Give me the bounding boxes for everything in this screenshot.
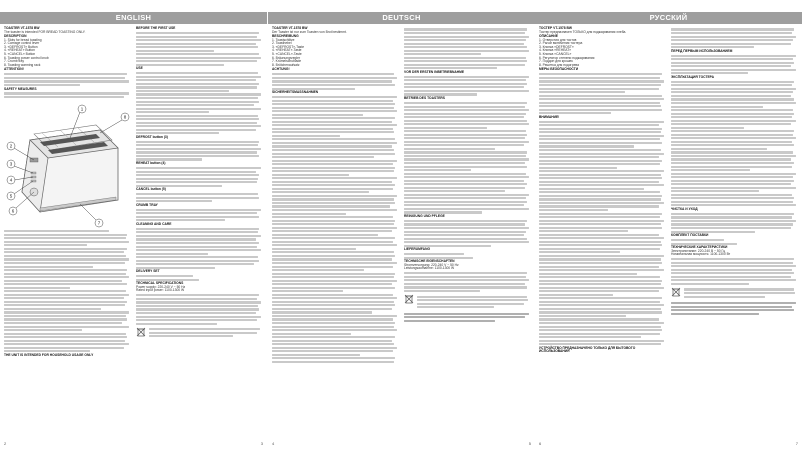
english-page-number: 2 bbox=[4, 441, 7, 446]
english-part: 3. «DEFROST» Button bbox=[4, 44, 38, 49]
english-safety-heading: SAFETY MEASURES bbox=[4, 86, 37, 91]
russian-specs-text bbox=[671, 258, 797, 285]
english-before-use-text bbox=[136, 32, 262, 66]
deutsch-attention-text bbox=[272, 73, 398, 89]
russian-page bbox=[535, 0, 802, 450]
english-reheat-heading: REHEAT button (4) bbox=[136, 161, 166, 166]
russian-spec-line: Электропитание: 220-240 В ~ 50 Гц bbox=[671, 248, 726, 253]
deutsch-part: 5. «CANCEL»-Taste bbox=[272, 52, 302, 57]
russian-attention-text bbox=[539, 121, 665, 346]
english-operation-heading: USE bbox=[136, 66, 143, 71]
deutsch-operation-heading: BETRIEB DES TOASTERS bbox=[404, 95, 445, 100]
russian-part: 8. Решетка для подогрева bbox=[539, 62, 579, 67]
deutsch-delivery-heading: LIEFERUMFANG bbox=[404, 247, 431, 252]
english-header-bar bbox=[0, 12, 267, 24]
english-cleaning-heading: CLEANING AND CARE bbox=[136, 221, 172, 226]
deutsch-cleaning-text bbox=[404, 220, 530, 247]
russian-page-number-right: 7 bbox=[795, 441, 798, 446]
deutsch-header-title: DEUTSCH bbox=[382, 13, 421, 22]
english-model: TOASTER VT-1578 BW bbox=[4, 26, 40, 30]
callout-5: 5 bbox=[9, 193, 13, 199]
english-operation-text bbox=[136, 72, 262, 134]
english-cancel-heading: CANCEL button (5) bbox=[136, 187, 166, 192]
russian-description-heading: ОПИСАНИЕ bbox=[539, 34, 558, 39]
russian-part: 7. Поддон для крошек bbox=[539, 59, 573, 64]
russian-cleaning-heading: ЧИСТКА И УХОД bbox=[671, 206, 698, 211]
english-crumb-tray-text bbox=[136, 209, 262, 222]
deutsch-model: TOASTER VT-1578 BW bbox=[272, 26, 308, 30]
deutsch-part: 1. Toastschlitze bbox=[272, 37, 295, 42]
deutsch-part: 6. Bräunungsregler bbox=[272, 55, 301, 60]
deutsch-safety-heading: SICHERHEITSMASSNAHMEN bbox=[272, 90, 319, 95]
recycle-bin-icon bbox=[404, 294, 414, 304]
english-description-heading: DESCRIPTION bbox=[4, 34, 27, 39]
deutsch-part: 3. «DEFROST»-Taste bbox=[272, 44, 305, 49]
russian-delivery-heading: КОМПЛЕКТ ПОСТАВКИ bbox=[671, 233, 709, 238]
english-defrost-heading: DEFROST button (3) bbox=[136, 134, 168, 139]
callout-6: 6 bbox=[11, 208, 15, 214]
callout-2: 2 bbox=[9, 143, 13, 149]
deutsch-footer-text bbox=[404, 313, 530, 322]
russian-specs-heading: ТЕХНИЧЕСКИЕ ХАРАКТЕРИСТИКИ bbox=[671, 245, 728, 250]
deutsch-before-use-text bbox=[404, 76, 530, 96]
english-part: 1. Slots for bread toasting bbox=[4, 37, 42, 42]
russian-safety-heading: МЕРЫ БЕЗОПАСНОСТИ bbox=[539, 67, 579, 72]
russian-header-title: РУССКИЙ bbox=[649, 13, 688, 22]
russian-part: 2. Рычаг включения тостера bbox=[539, 41, 583, 46]
english-page-number-right: 3 bbox=[260, 441, 263, 446]
english-crumb-tray-heading: CRUMB TRAY bbox=[136, 202, 158, 207]
deutsch-page bbox=[268, 0, 535, 450]
english-part: 5. «CANCEL» Button bbox=[4, 52, 36, 57]
english-before-use-heading: BEFORE THE FIRST USE bbox=[136, 26, 176, 30]
english-delivery-heading: DELIVERY SET bbox=[136, 269, 160, 274]
callout-8: 8 bbox=[123, 114, 127, 120]
deutsch-specs-heading: TECHNISCHE EIGENSCHAFTEN bbox=[404, 259, 455, 264]
english-footer-caps: THE UNIT IS INTENDED FOR HOUSEHOLD USAGE ONLY bbox=[4, 352, 94, 357]
russian-model: ТОСТЕР VT-1578 BW bbox=[539, 26, 572, 30]
english-specs-text bbox=[136, 294, 262, 324]
english-part: 6. Toasting power control knob bbox=[4, 55, 49, 60]
russian-recycling-row bbox=[671, 287, 797, 299]
english-spec-line: Rated input power: 1100-1300 W bbox=[136, 288, 185, 293]
russian-operation-heading: ЭКСПЛУАТАЦИЯ ТОСТЕРА bbox=[671, 74, 714, 79]
russian-page-number: 6 bbox=[539, 441, 542, 446]
russian-footer-text bbox=[671, 302, 797, 315]
deutsch-safety-continued-text bbox=[404, 28, 530, 69]
deutsch-safety-text bbox=[272, 96, 398, 363]
english-header-title: ENGLISH bbox=[115, 13, 152, 22]
russian-subtitle: Тостер предназначен ТОЛЬКО для поджаривания хлеба. bbox=[539, 29, 627, 34]
deutsch-description-heading: BESCHREIBUNG bbox=[272, 34, 299, 39]
callout-1: 1 bbox=[80, 106, 84, 112]
english-subtitle: The toaster is intended FOR BREAD TOASTING ONLY. bbox=[4, 29, 86, 34]
russian-before-use-heading: ПЕРЕД ПЕРВЫМ ИСПОЛЬЗОВАНИЕМ bbox=[671, 48, 733, 53]
english-part: 8. Toasting warming rack bbox=[4, 62, 41, 67]
russian-part: 5. Кнопка «CANCEL» bbox=[539, 52, 572, 57]
russian-part: 6. Регулятор степени поджаривания bbox=[539, 55, 595, 60]
english-specs-heading: TECHNICAL SPECIFICATIONS bbox=[136, 281, 184, 286]
deutsch-attention-heading: ACHTUNG! bbox=[272, 67, 290, 72]
deutsch-page-number: 4 bbox=[272, 441, 275, 446]
deutsch-operation-text bbox=[404, 102, 530, 214]
deutsch-spec-line: Leistungsaufnahme: 1100-1300 W bbox=[404, 266, 455, 271]
english-defrost-text bbox=[136, 141, 262, 161]
english-delivery-text bbox=[136, 275, 262, 281]
deutsch-recycling-row bbox=[404, 294, 530, 310]
russian-spec-line: Номинальная мощность: 1100-1300 Вт bbox=[671, 252, 731, 257]
russian-part: 4. Кнопка «REHEAT» bbox=[539, 48, 572, 53]
recycle-bin-icon bbox=[136, 327, 146, 337]
english-attention-heading: ATTENTION! bbox=[4, 67, 24, 72]
callout-3: 3 bbox=[9, 161, 13, 167]
deutsch-part: 2. Toasthebel bbox=[272, 41, 292, 46]
russian-footer-caps: УСТРОЙСТВО ПРЕДНАЗНАЧЕНО ТОЛЬКО ДЛЯ БЫТОВОГО ИСПОЛЬЗОВАНИЯ bbox=[539, 345, 636, 354]
toaster-figure bbox=[0, 100, 135, 230]
english-cancel-text bbox=[136, 193, 262, 202]
russian-attention-heading: ВНИМАНИЕ! bbox=[539, 114, 560, 119]
russian-cleaning-text bbox=[671, 213, 797, 233]
english-part: 7. Crumb tray bbox=[4, 59, 24, 64]
russian-column-1 bbox=[539, 27, 665, 354]
english-attention-text bbox=[4, 73, 130, 86]
russian-safety-text bbox=[539, 73, 665, 114]
deutsch-specs-text bbox=[404, 272, 530, 292]
callout-7: 7 bbox=[97, 220, 101, 226]
deutsch-header-bar bbox=[268, 12, 535, 24]
english-recycling-row bbox=[136, 327, 262, 339]
deutsch-page-number-right: 5 bbox=[528, 441, 531, 446]
russian-header-bar bbox=[535, 12, 802, 24]
deutsch-delivery-text bbox=[404, 253, 530, 259]
english-reheat-text bbox=[136, 167, 262, 187]
deutsch-part: 4. «REHEAT»-Taste bbox=[272, 48, 302, 53]
deutsch-part: 7. Krümelschublade bbox=[272, 59, 302, 64]
russian-column-2 bbox=[671, 27, 797, 316]
recycle-bin-icon bbox=[671, 287, 681, 297]
english-column-2 bbox=[136, 27, 262, 339]
russian-part: 3. Кнопка «DEFROST» bbox=[539, 44, 574, 49]
deutsch-cleaning-heading: REINIGUNG UND PFLEGE bbox=[404, 213, 445, 218]
english-part: 4. «REHEAT» Button bbox=[4, 48, 35, 53]
callout-4: 4 bbox=[9, 177, 13, 183]
english-part: 2. Carriage control lever bbox=[4, 41, 40, 46]
russian-safety-continued-text bbox=[671, 28, 797, 48]
english-cleaning-text bbox=[136, 228, 262, 269]
russian-delivery-text bbox=[671, 239, 797, 245]
deutsch-column-1 bbox=[272, 27, 398, 364]
english-spec-line: Power supply: 220-240 V ~ 50 Hz bbox=[136, 284, 186, 289]
deutsch-column-2 bbox=[404, 27, 530, 323]
deutsch-spec-line: Stromversorgung: 220-240 V ~ 50 Hz bbox=[404, 262, 459, 267]
deutsch-subtitle: Der Toaster ist nur zum Toasten von Brot bestimmt. bbox=[272, 29, 347, 34]
deutsch-before-use-heading: VOR DER ERSTEN INBETRIEBNAHME bbox=[404, 69, 465, 74]
russian-part: 1. Отверстия для тостов bbox=[539, 37, 577, 42]
russian-operation-text bbox=[671, 81, 797, 207]
russian-before-use-text bbox=[671, 55, 797, 75]
deutsch-part: 8. Brötchenaufsatz bbox=[272, 62, 300, 67]
